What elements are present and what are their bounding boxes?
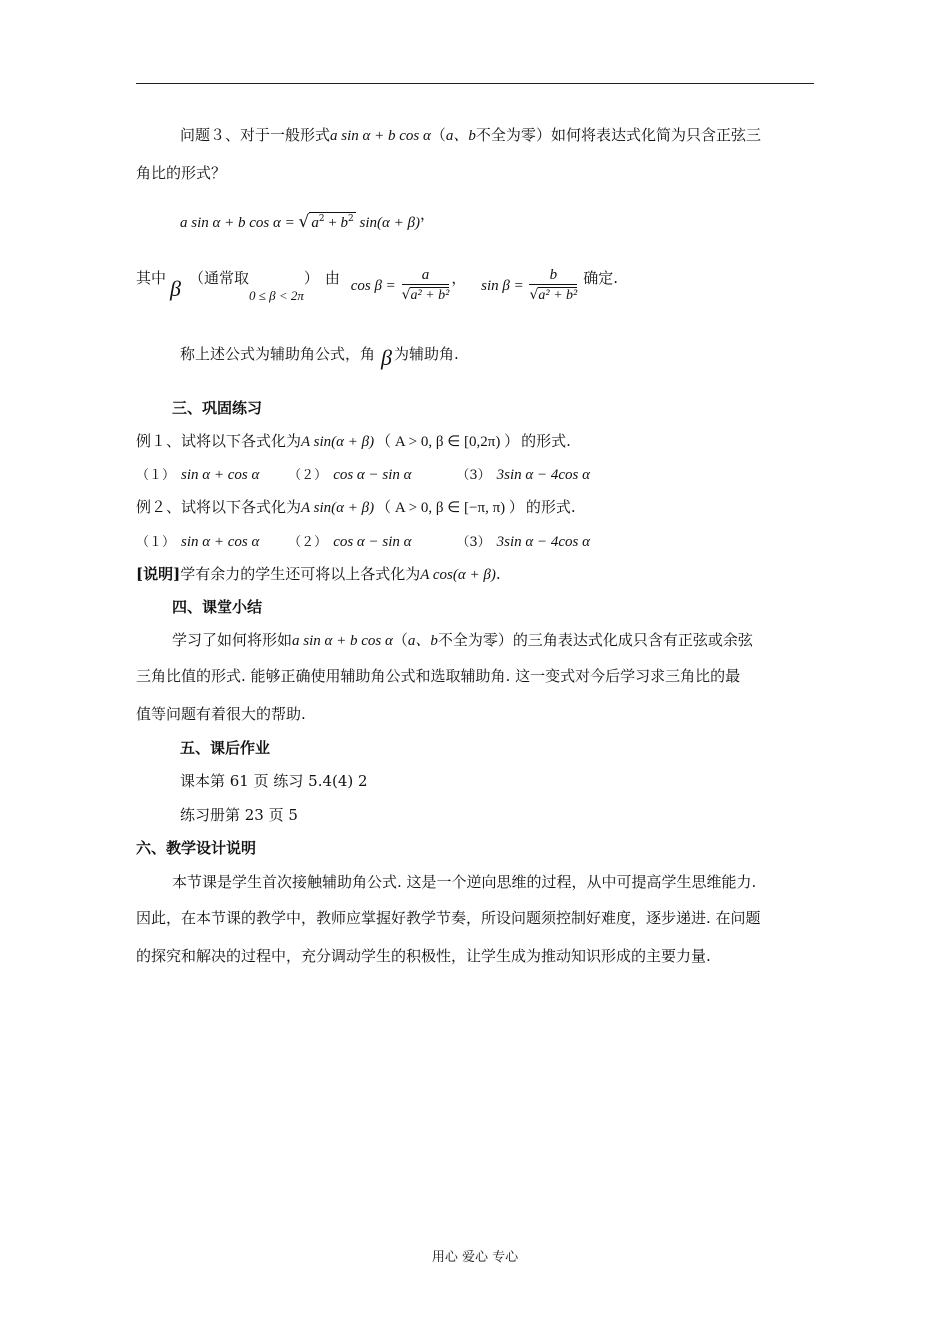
example2-prefix: 例２、试将以下各式化为 (136, 498, 302, 516)
item-number: （２） (288, 535, 328, 550)
section4-title: 四、课堂小结 (172, 598, 263, 616)
radicand-a: a (311, 215, 319, 231)
item-number: （２） (288, 468, 328, 483)
you-label: 由 (324, 269, 340, 287)
summary-paren: （ (392, 631, 408, 649)
note-line (136, 562, 826, 587)
sin-denominator (529, 285, 577, 306)
note-label: [说明] (136, 565, 181, 583)
example2-condition: （ A > 0, β ∈ [−π, π) ） (376, 500, 524, 516)
problem3-question: 如何将表达式化简为只含正弦三 (550, 126, 761, 144)
summary-line1 (172, 628, 862, 653)
item-expression: sin α + cos α (181, 467, 260, 483)
section3-title: 三、巩固练习 (172, 399, 263, 417)
note-text: 学有余力的学生还可将以上各式化为 (180, 565, 421, 583)
summary-line3: 值等问题有着很大的帮助. (136, 705, 306, 723)
formula-rhs: sin(α + β) (355, 215, 420, 231)
cos-denominator (402, 285, 450, 306)
example1-prefix: 例１、试将以下各式化为 (136, 432, 302, 450)
formula-tail: ， (420, 205, 436, 223)
summary-line2: 三角比值的形式. 能够正确使用辅助角公式和选取辅助角. 这一变式对今后学习求三角比的最 (136, 667, 741, 685)
design-para-line3: 的探究和解决的过程中，充分调动学生的积极性，让学生成为推动知识形成的主要力量. (136, 947, 711, 965)
problem3-expression: a sin α + b cos α (330, 128, 431, 144)
beta-symbol: β (170, 276, 181, 301)
radicand-b: b (340, 215, 349, 231)
header-rule (136, 83, 814, 84)
formula-lhs: a sin α + b cos α = (180, 215, 299, 231)
separator: ， (451, 269, 467, 287)
problem3-condition: 不全为零 (475, 126, 536, 144)
item-expression: 3sin α − 4cos α (496, 534, 590, 550)
item-number: （3） (456, 535, 491, 550)
exp-b: 2 (348, 214, 354, 224)
radicand (309, 212, 355, 231)
summary-expression: a sin α + b cos α (292, 633, 393, 649)
radical-sign-icon: √ (298, 212, 310, 232)
paren-close-2: ） (303, 269, 319, 287)
aux-angle-naming (180, 340, 870, 370)
homework-item-2: 练习册第 23 页 5 (180, 806, 298, 824)
paren-close: ） (535, 126, 551, 144)
radical-sign-icon: √ (401, 287, 411, 303)
example2-form: A sin(α + β) (301, 500, 375, 516)
cos-beta-label: cos β = (350, 278, 400, 294)
example1-form: A sin(α + β) (301, 434, 375, 450)
note-form: A cos(α + β) (420, 567, 496, 583)
page-footer: 用心 爱心 专心 (431, 1250, 519, 1265)
homework-item-1: 课本第 61 页 练习 5.4(4) 2 (180, 772, 368, 790)
problem3-line2 (136, 161, 826, 185)
beta-symbol-2: β (381, 345, 392, 370)
aux-formula (180, 207, 870, 235)
item-number: （１） (136, 468, 176, 483)
sin-beta-fraction (529, 266, 577, 306)
note-end: . (495, 565, 501, 583)
item-expression: 3sin α − 4cos α (496, 467, 590, 483)
example1-line (136, 429, 826, 454)
paren-open: （ (430, 126, 446, 144)
cos-numerator: a (402, 266, 450, 285)
sqrt-radical (299, 207, 356, 235)
design-para-line2: 因此，在本节课的教学中，教师应掌握好教学节奏，所设问题须控制好难度，逐步递进. 在问题 (136, 909, 761, 927)
aux-name-text1: 称上述公式为辅助角公式，角 (180, 345, 376, 363)
exp-a: 2 (318, 214, 325, 224)
sin-beta-label: sin β = (481, 278, 528, 294)
usual-range-label: （通常取 (188, 269, 249, 287)
problem3-question-cont: 角比的形式？ (136, 164, 227, 182)
item-number: （１） (136, 535, 176, 550)
design-para-line1: 本节课是学生首次接触辅助角公式. 这是一个逆向思维的过程，从中可提高学生思维能力. (172, 873, 757, 891)
section6-title: 六、教学设计说明 (136, 839, 257, 857)
item-number: （3） (456, 468, 491, 483)
where-label: 其中 (136, 269, 167, 287)
radicand-plus: + (324, 215, 341, 231)
section5-title: 五、课后作业 (180, 739, 271, 757)
radical-sign-icon: √ (529, 287, 539, 303)
summary-text-a: 学习了如何将形如 (172, 631, 293, 649)
sin-numerator: b (529, 266, 577, 285)
sin-den-text: a² + b² (538, 288, 578, 303)
example2-items (136, 529, 826, 555)
beta-definition (136, 266, 826, 314)
summary-ab: a、b (407, 633, 438, 649)
cos-den-text: a² + b² (410, 288, 450, 303)
example1-suffix: 的形式. (521, 432, 571, 450)
item-expression: cos α − sin α (333, 467, 412, 483)
item-expression: sin α + cos α (181, 534, 260, 550)
example1-items (136, 462, 826, 488)
beta-range: 0 ≤ β < 2π (249, 288, 304, 303)
problem3-ab: a、b (445, 128, 476, 144)
example2-suffix: 的形式. (525, 498, 576, 516)
problem3-prefix: 问题３、对于一般形式 (180, 126, 331, 144)
aux-name-text2: 为辅助角. (393, 345, 459, 363)
example1-condition: （ A > 0, β ∈ [0,2π) ） (376, 434, 520, 450)
determined-text: 确定. (583, 269, 619, 287)
cos-beta-fraction (402, 266, 450, 306)
summary-text-c: 不全为零）的三角表达式化成只含有正弦或余弦 (437, 631, 753, 649)
example2-line (136, 495, 826, 520)
problem3-line1 (180, 123, 870, 148)
item-expression: cos α − sin α (333, 534, 412, 550)
